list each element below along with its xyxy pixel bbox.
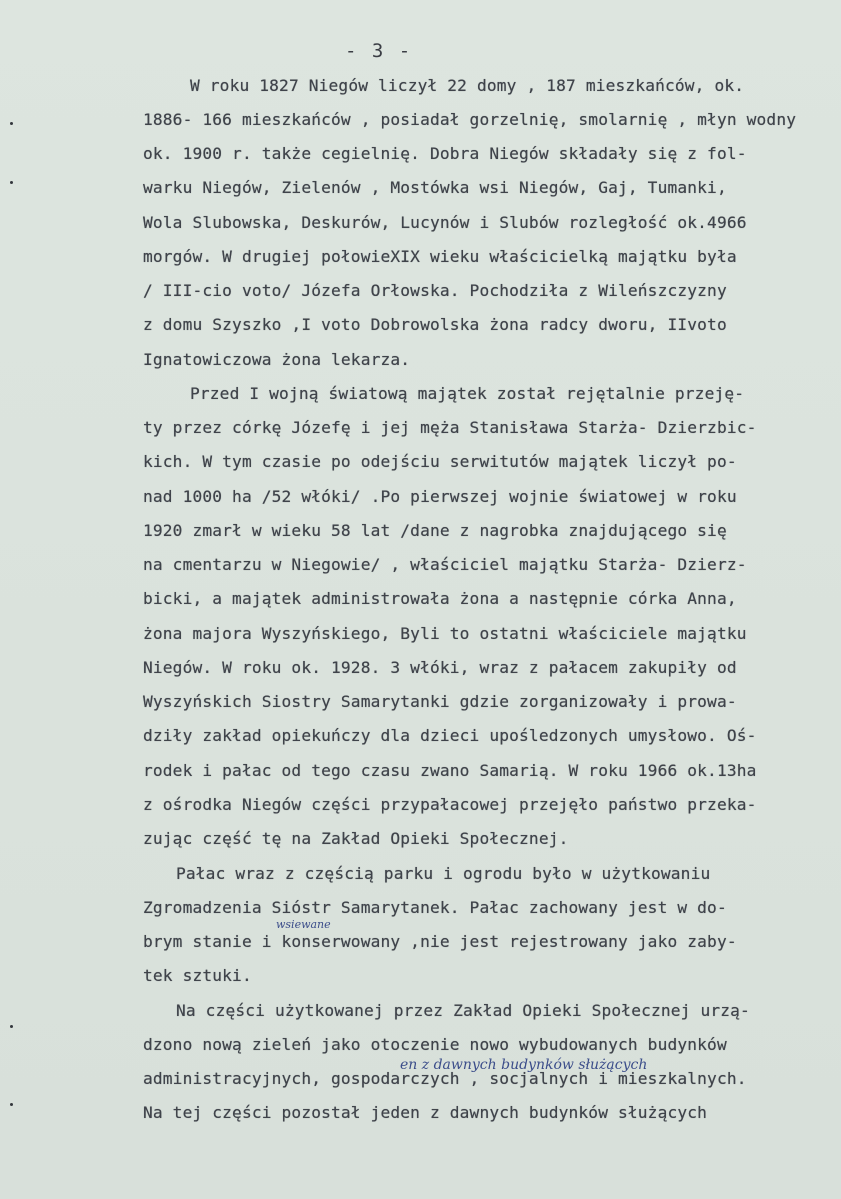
handwritten-note-above: wsiewane	[276, 918, 331, 931]
text-line: Wyszyńskich Siostry Samarytanki gdzie zorganizowały i prowa-	[143, 692, 737, 711]
text-line: kich. W tym czasie po odejściu serwitutów majątek liczył po-	[143, 452, 737, 471]
text-line: ty przez córkę Józefę i jej męża Stanisława Starża- Dzierzbic-	[143, 418, 757, 437]
text-line: ok. 1900 r. także cegielnię. Dobra Niegów składały się z fol-	[143, 144, 747, 163]
text-line: / III-cio voto/ Józefa Orłowska. Pochodziła z Wileńszczyzny	[143, 281, 727, 300]
text-line: rodek i pałac od tego czasu zwano Samarią. W roku 1966 ok.13ha	[143, 761, 757, 780]
margin-mark	[10, 122, 13, 125]
text-line: Zgromadzenia Sióstr Samarytanek. Pałac zachowany jest w do-	[143, 898, 727, 917]
text-line: bicki, a majątek administrowała żona a następnie córka Anna,	[143, 589, 737, 608]
margin-mark	[10, 1103, 13, 1106]
text-line: z ośrodka Niegów części przypałacowej przejęło państwo przeka-	[143, 795, 757, 814]
text-line: Wola Slubowska, Deskurów, Lucynów i Slubów rozległość ok.4966	[143, 213, 747, 232]
margin-mark	[10, 181, 13, 184]
text-line: Na części użytkowanej przez Zakład Opieki Społecznej urzą-	[176, 1001, 750, 1020]
text-line: morgów. W drugiej połowieXIX wieku właścicielką majątku była	[143, 247, 737, 266]
text-line: Niegów. W roku ok. 1928. 3 włóki, wraz z pałacem zakupiły od	[143, 658, 737, 677]
text-line: dzono nową zieleń jako otoczenie nowo wybudowanych budynków	[143, 1035, 727, 1054]
text-line: Ignatowiczowa żona lekarza.	[143, 350, 411, 369]
text-line: dziły zakład opiekuńczy dla dzieci upośledzonych umysłowo. Oś-	[143, 726, 757, 745]
text-line: administracyjnych, gospodarczych , socjalnych i mieszkalnych.	[143, 1069, 747, 1088]
page-number: - 3 -	[345, 40, 413, 62]
text-line: 1920 zmarł w wieku 58 lat /dane z nagrobka znajdującego się	[143, 521, 727, 540]
handwritten-note-insert: en z dawnych budynków służących	[400, 1057, 648, 1073]
text-line: brym stanie i konserwowany ,nie jest rejestrowany jako zaby-	[143, 932, 737, 951]
text-line: żona majora Wyszyńskiego, Byli to ostatni właściciele majątku	[143, 624, 747, 643]
text-line: warku Niegów, Zielenów , Mostówka wsi Niegów, Gaj, Tumanki,	[143, 178, 727, 197]
text-line: tek sztuki.	[143, 966, 252, 985]
text-line: Pałac wraz z częścią parku i ogrodu było w użytkowaniu	[176, 864, 711, 883]
text-line: z domu Szyszko ,I voto Dobrowolska żona radcy dworu, IIvoto	[143, 315, 727, 334]
text-line: Na tej części pozostał jeden z dawnych budynków służących	[143, 1103, 708, 1122]
text-line: 1886- 166 mieszkańców , posiadał gorzelnię, smolarnię , młyn wodny	[143, 110, 797, 129]
margin-mark	[10, 1025, 13, 1028]
text-line: na cmentarzu w Niegowie/ , właściciel majątku Starża- Dzierz-	[143, 555, 747, 574]
text-line: W roku 1827 Niegów liczył 22 domy , 187 mieszkańców, ok.	[190, 76, 745, 95]
text-line: nad 1000 ha /52 włóki/ .Po pierwszej wojnie światowej w roku	[143, 487, 737, 506]
text-line: Przed I wojną światową majątek został rejętalnie przeję-	[190, 384, 745, 403]
text-line: zując część tę na Zakład Opieki Społecznej.	[143, 829, 569, 848]
